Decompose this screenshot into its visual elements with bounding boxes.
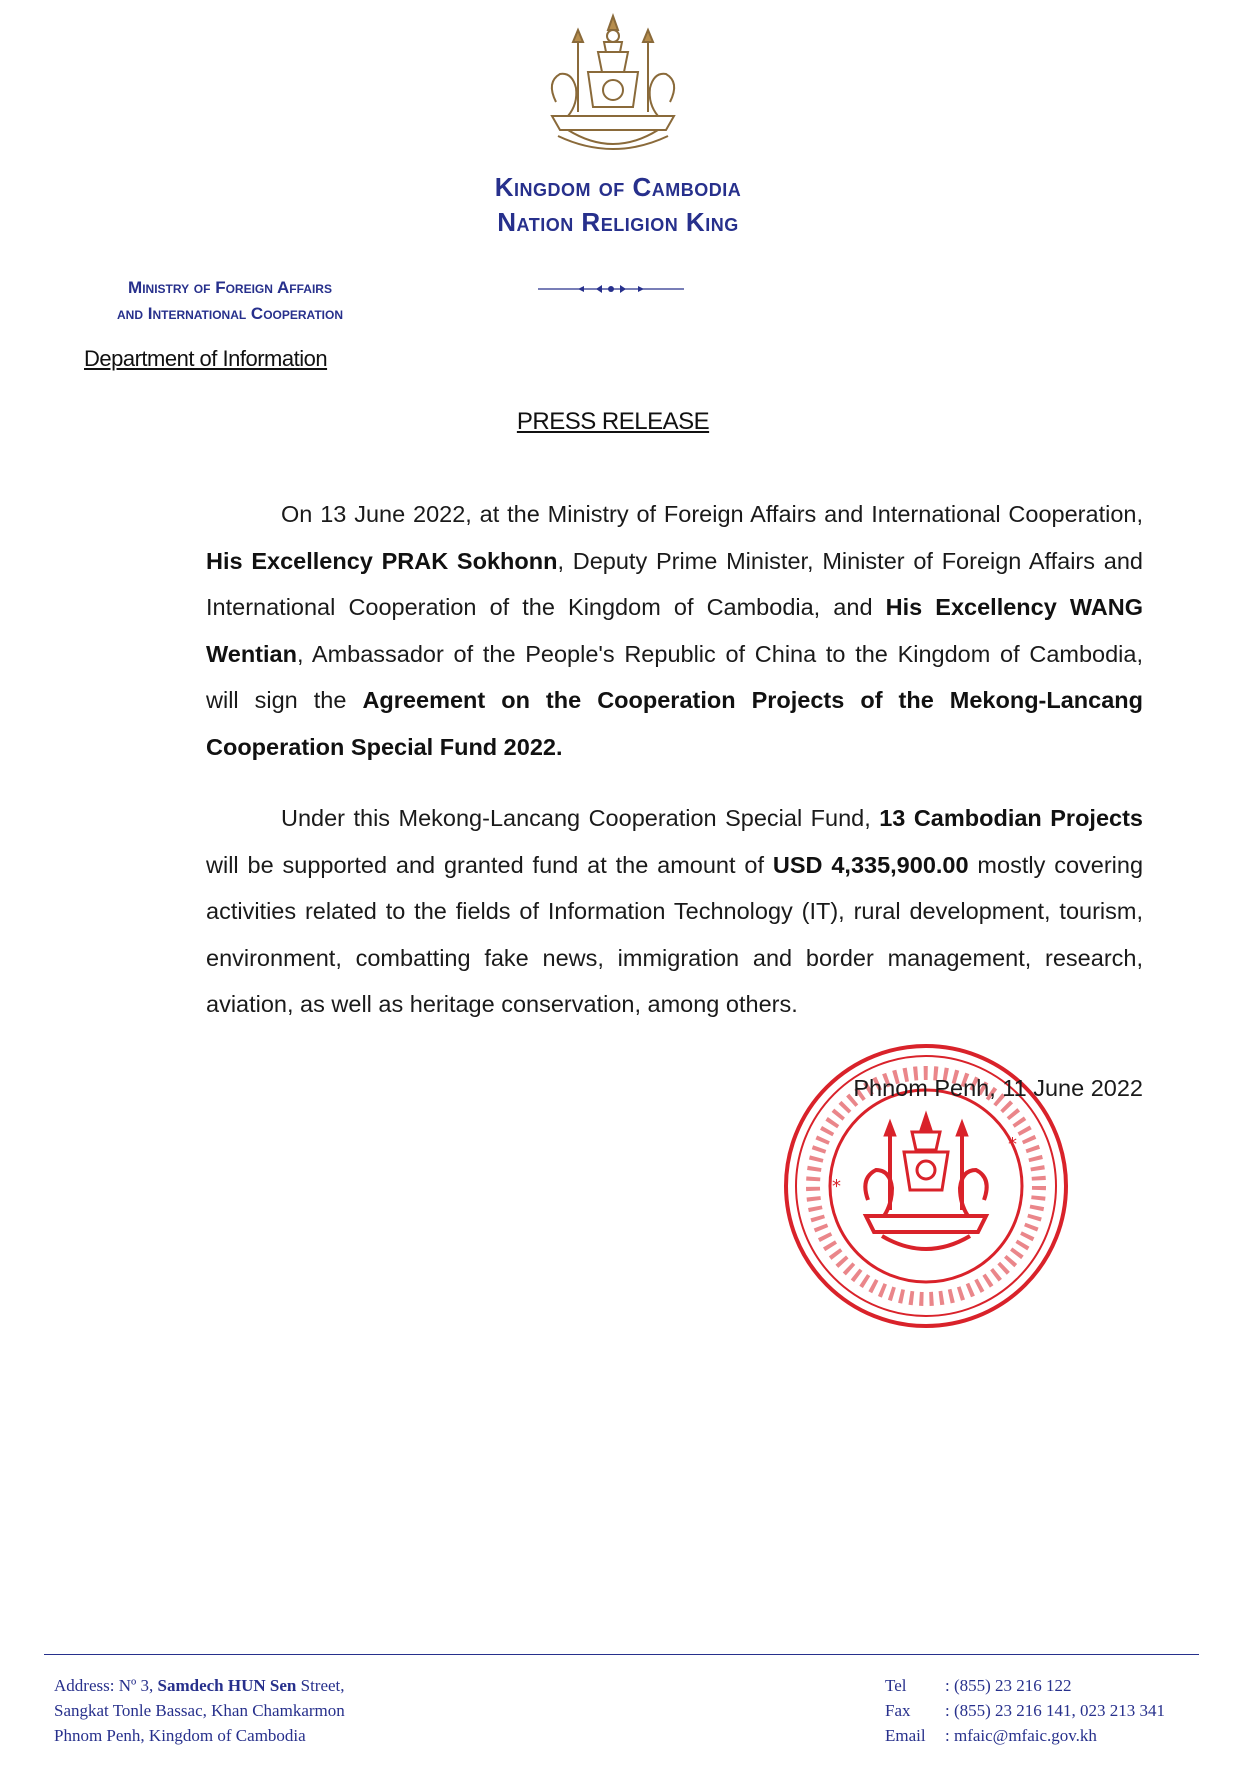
ministry-name-line2: and International Cooperation	[117, 304, 343, 323]
body-paragraph-1	[206, 491, 1143, 770]
paragraph-text: On 13 June 2022, at the Ministry of Foreign Affairs and International Cooperation,	[281, 501, 1143, 527]
footer-divider	[44, 1654, 1199, 1655]
body-paragraph-2	[206, 795, 1143, 1028]
bold-text: USD 4,335,900.00	[772, 851, 969, 878]
motto-heading: Nation Religion King	[497, 207, 739, 237]
ministry-name-line1: Ministry of Foreign Affairs	[128, 278, 332, 297]
tel-label: Tel	[885, 1676, 907, 1695]
contact-row-email	[885, 1723, 1165, 1748]
divider-ornament-icon	[538, 280, 684, 298]
address-line-3: Phnom Penh, Kingdom of Cambodia	[54, 1726, 306, 1745]
fax-label: Fax	[885, 1701, 911, 1720]
bold-text: Agreement on the Cooperation Projects of the Mekong-Lancang Cooperation Special Fund 2022.	[206, 687, 1144, 760]
bold-text: 13 Cambodian Projects	[879, 805, 1143, 831]
address-prefix: Address: Nº 3,	[54, 1676, 158, 1695]
contact-row-tel	[885, 1673, 1165, 1698]
svg-text:*: *	[832, 1176, 841, 1197]
country-heading: Kingdom of Cambodia	[494, 172, 742, 202]
department-name: Department of Information	[84, 346, 328, 371]
paragraph-text: , Ambassador of the People's Republic of China to the Kingdom of Cambodia, will sign the	[206, 640, 1143, 713]
document-title: PRESS RELEASE	[516, 408, 710, 435]
footer-address	[54, 1673, 345, 1748]
paragraph-text: , Deputy Prime Minister, Minister of Foreign Affairs and International Cooperation of the Kingdom of Cambodia, and	[206, 547, 1143, 620]
bold-text: His Excellency PRAK Sokhonn	[206, 547, 558, 574]
paragraph-text: Under this Mekong-Lancang Cooperation Special Fund,	[281, 805, 880, 831]
paragraph-text: will be supported and granted fund at the amount of	[206, 851, 773, 878]
address-street-name: Samdech HUN Sen	[157, 1676, 297, 1695]
address-line-2: Sangkat Tonle Bassac, Khan Chamkarmon	[54, 1701, 345, 1720]
address-line-1	[54, 1673, 345, 1698]
email-value[interactable]: : mfaic@mfaic.gov.kh	[945, 1726, 1097, 1745]
paragraph-text: mostly covering activities related to the fields of Information Technology (IT), rural development, tourism, environment, combatting fake news, immigration and border management, research, aviation, as well as heritage conservation, among others.	[206, 851, 1144, 1017]
address-street-suffix: Street,	[296, 1676, 345, 1695]
email-label: Email	[885, 1726, 926, 1745]
tel-value: : (855) 23 216 122	[945, 1676, 1072, 1695]
contact-row-fax	[885, 1698, 1165, 1723]
footer-contact	[885, 1673, 1165, 1748]
fax-value: : (855) 23 216 141, 023 213 341	[945, 1701, 1166, 1720]
royal-emblem-icon	[538, 12, 688, 158]
bold-text: His Excellency WANG Wentian	[206, 594, 1143, 667]
dateline: Phnom Penh, 11 June 2022	[853, 1075, 1143, 1101]
svg-text:*: *	[1008, 1134, 1017, 1155]
